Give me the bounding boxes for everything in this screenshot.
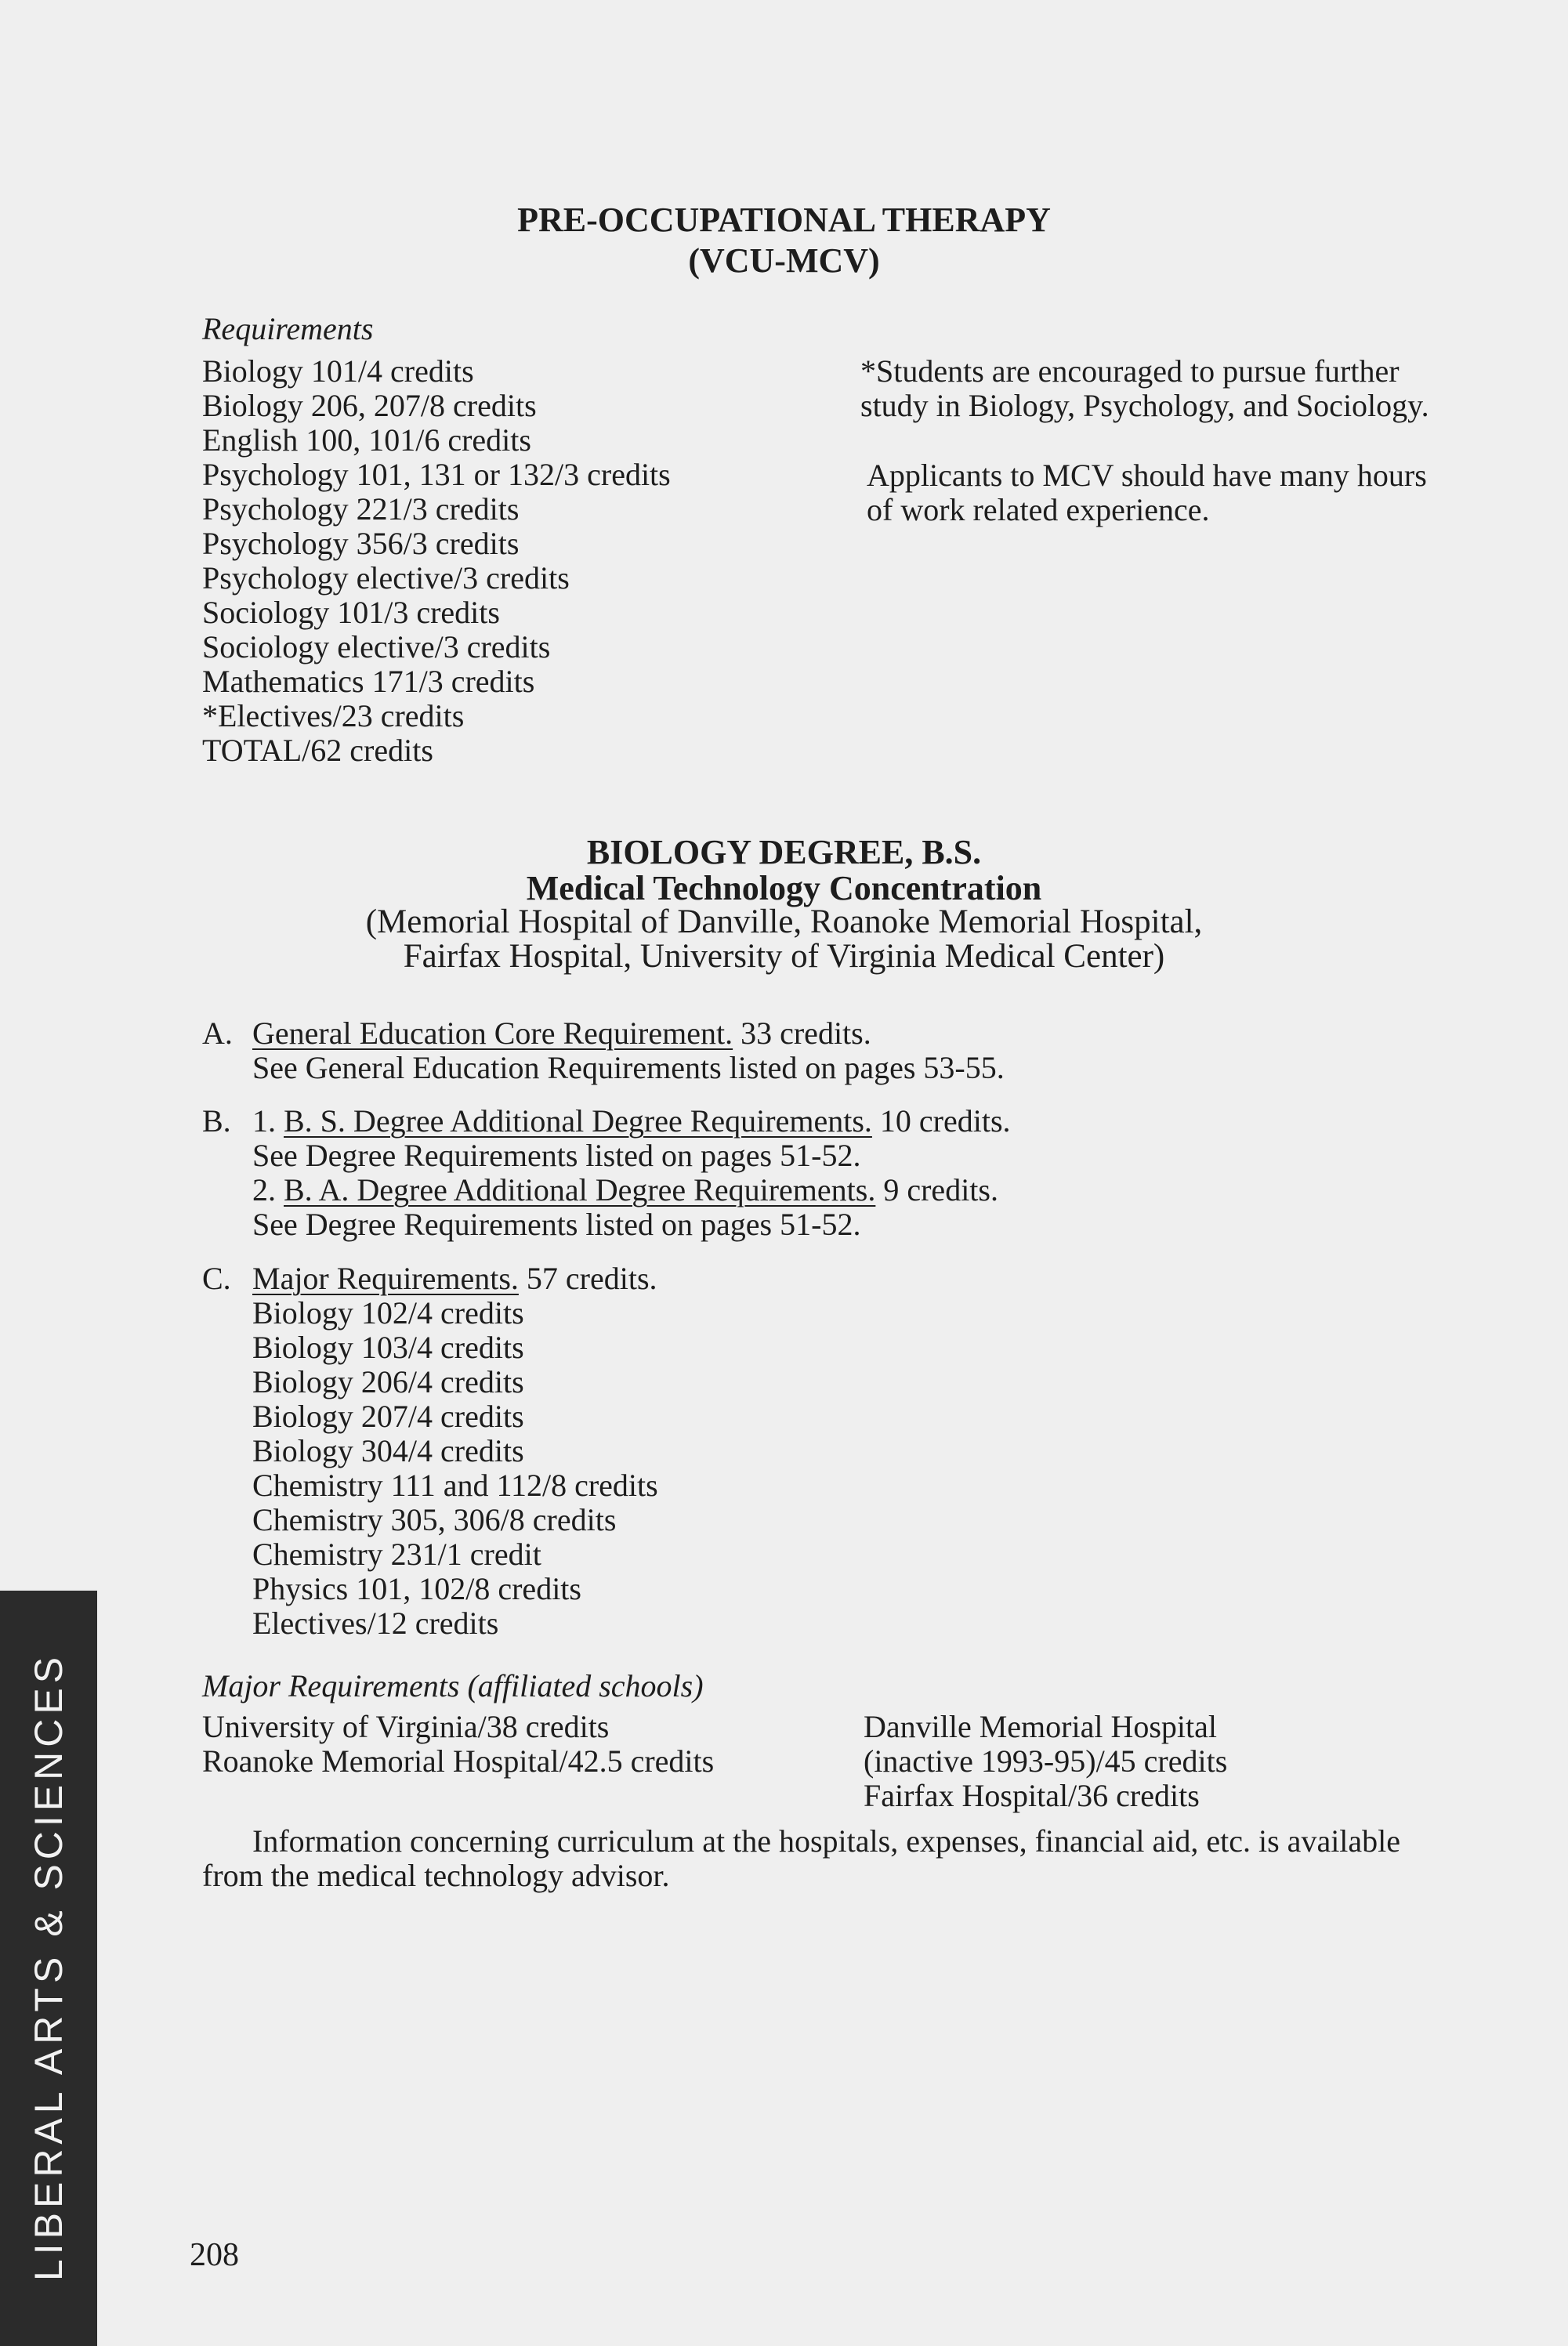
section-a-heading <box>252 1016 1005 1051</box>
list-item: Biology 103/4 credits <box>252 1330 524 1365</box>
list-item: TOTAL/62 credits <box>202 733 433 768</box>
section-c-heading <box>252 1262 658 1296</box>
list-item: Roanoke Memorial Hospital/42.5 credits <box>202 1743 715 1779</box>
sidebar-label: LIBERAL ARTS & SCIENCES <box>27 1652 71 2282</box>
note-line: of work related experience. <box>867 492 1210 527</box>
section-b2-credits: 9 credits. <box>875 1172 998 1207</box>
list-item: Mathematics 171/3 credits <box>202 664 535 699</box>
list-item: Fairfax Hospital/36 credits <box>864 1778 1200 1813</box>
note-line: study in Biology, Psychology, and Sociology. <box>860 388 1429 423</box>
pre-ot-title <box>0 200 1568 281</box>
affiliated-heading: Major Requirements (affiliated schools) <box>202 1668 704 1703</box>
hospitals-list <box>0 905 1568 974</box>
pre-ot-title-line2: (VCU-MCV) <box>688 241 880 280</box>
list-item: Psychology elective/3 credits <box>202 560 570 596</box>
section-b1-number: 1. <box>252 1103 276 1139</box>
section-b2-heading <box>252 1173 1011 1207</box>
pre-ot-note-students <box>860 354 1429 423</box>
list-item: Biology 206, 207/8 credits <box>202 388 537 423</box>
list-item: Biology 304/4 credits <box>252 1433 524 1468</box>
list-item: English 100, 101/6 credits <box>202 422 531 458</box>
section-a <box>252 1016 1005 1085</box>
section-a-credits: 33 credits. <box>733 1016 871 1051</box>
list-item: Danville Memorial Hospital <box>864 1709 1218 1744</box>
concentration-title: Medical Technology Concentration <box>526 869 1042 907</box>
info-text: Information concerning curriculum at the hospitals, expenses, financial aid, etc. is available from the medical technology advisor. <box>202 1823 1401 1893</box>
list-item: Physics 101, 102/8 credits <box>252 1571 581 1606</box>
section-c-credits: 57 credits. <box>518 1261 657 1296</box>
pre-ot-title-line1: PRE-OCCUPATIONAL THERAPY <box>517 201 1051 239</box>
section-b1-credits: 10 credits. <box>871 1103 1011 1139</box>
affiliated-left-list <box>202 1710 714 1779</box>
pre-ot-note-applicants <box>867 458 1427 527</box>
section-c-label: C. <box>202 1261 231 1296</box>
list-item: Electives/12 credits <box>252 1606 499 1641</box>
note-line: Applicants to MCV should have many hours <box>867 458 1427 493</box>
list-item: Chemistry 231/1 credit <box>252 1537 541 1572</box>
requirements-heading: Requirements <box>202 311 374 346</box>
affiliated-right-list <box>864 1710 1227 1813</box>
list-item: Psychology 101, 131 or 132/3 credits <box>202 457 671 492</box>
list-item: Sociology 101/3 credits <box>202 595 500 630</box>
list-item: Chemistry 305, 306/8 credits <box>252 1502 617 1537</box>
section-b-label: B. <box>202 1103 231 1139</box>
section-b2-number: 2. <box>252 1172 276 1207</box>
section-b1-see: See Degree Requirements listed on pages 51-52. <box>252 1138 861 1173</box>
list-item: (inactive 1993-95)/45 credits <box>864 1743 1228 1779</box>
list-item: *Electives/23 credits <box>202 698 465 733</box>
section-b <box>252 1104 1011 1242</box>
section-a-title: General Education Core Requirement. <box>252 1016 733 1051</box>
hospitals-line2: Fairfax Hospital, University of Virginia Medical Center) <box>403 938 1165 975</box>
list-item: Chemistry 111 and 112/8 credits <box>252 1468 658 1503</box>
info-paragraph <box>202 1824 1456 1893</box>
section-c <box>252 1262 658 1641</box>
section-c-title: Major Requirements. <box>252 1261 519 1296</box>
section-a-label: A. <box>202 1016 233 1051</box>
list-item: Biology 101/4 credits <box>202 353 474 389</box>
note-line: *Students are encouraged to pursue further <box>860 353 1400 389</box>
list-item: Biology 206/4 credits <box>252 1364 524 1399</box>
page-number: 208 <box>190 2237 239 2273</box>
list-item: Biology 207/4 credits <box>252 1399 524 1434</box>
list-item: Sociology elective/3 credits <box>202 629 551 664</box>
list-item: Psychology 221/3 credits <box>202 491 520 527</box>
hospitals-line1: (Memorial Hospital of Danville, Roanoke Memorial Hospital, <box>365 903 1203 940</box>
list-item: University of Virginia/38 credits <box>202 1709 610 1744</box>
biology-title: BIOLOGY DEGREE, B.S. <box>586 833 982 871</box>
list-item: Psychology 356/3 credits <box>202 526 520 561</box>
section-b2-title: B. A. Degree Additional Degree Requirements. <box>284 1172 876 1207</box>
pre-ot-requirements-list <box>202 354 671 768</box>
section-a-see: See General Education Requirements listed on pages 53-55. <box>252 1050 1005 1085</box>
section-b1-heading <box>252 1104 1011 1139</box>
section-b1-title: B. S. Degree Additional Degree Requirements. <box>284 1103 872 1139</box>
section-b2-see: See Degree Requirements listed on pages 51-52. <box>252 1207 861 1242</box>
list-item: Biology 102/4 credits <box>252 1295 524 1330</box>
